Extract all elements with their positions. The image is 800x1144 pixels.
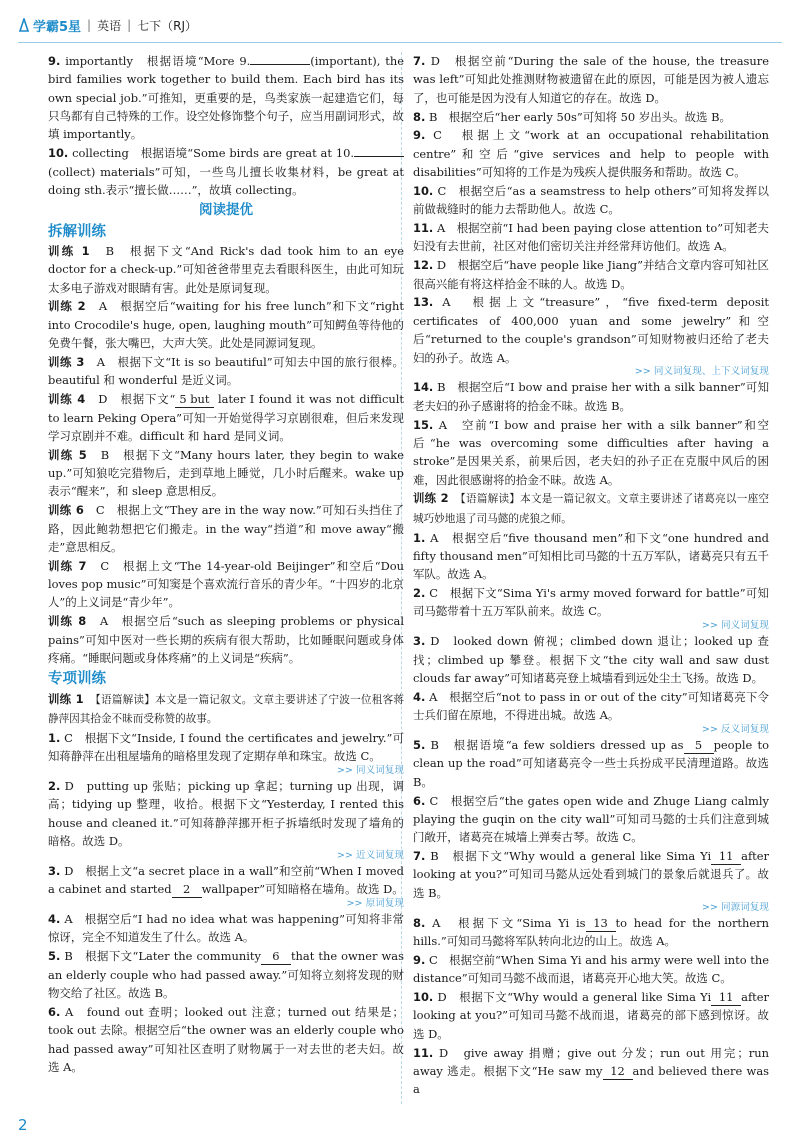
zx2-q2: 2. C 根据下文“Sima Yi's army moved forward for battle”可知司马懿带着十五万军队前来。故选 C。 [413,586,769,619]
header-separator: | [87,18,92,32]
zx1-q2: 2. D putting up 张贴；picking up 拿起；turning up 出现，调高；tidying up 整理，收拾。根据下文“Yesterday, I rented this house and cleaned it.”可知蒋静萍挪开柜子拆墙纸时发现了墙角的暗格。故选 D。 [48,779,405,849]
zx1-q3: 3. D 根据上文“a secret place in a wall”和空前“When I moved a cabinet and started 2 wallpaper”可知暗格在墙角。故选 D。 [48,863,405,897]
brand-logo [18,16,81,35]
zx1-q13: 13. A 根据上文“treasure”，“five fixed-term deposit certificates of 400,000 yuan and some jewelry”和空后“returned to the couple's grandson”可知财物被归还给了老夫妇的孙子。故选 A。 [413,295,769,365]
section-title-zhuanxiang: 专项训练 [48,671,106,688]
zx2-q4: 4. A 根据空后“not to pass in or out of the city”可知诸葛亮下令士兵们留在原地，不得进出城。故选 A。 [413,689,769,723]
brand-star-icon [18,18,30,32]
header-separator: | [127,18,132,32]
tag-r4: >> 反义词复现 [701,724,769,736]
zx2-q7: 7. B 根据下文“Why would a general like Sima Yi 11 after looking at you?”可知司马懿从远处看到城门的景象后就退兵了。故选 B。 [413,849,770,900]
section-title-reading: 阅读提优 [199,202,253,219]
tag-q2: >> 近义词复现 [336,849,404,861]
zx2-q10: 10. D 根据下文“Why would a general like Sima Yi 11 after looking at you?”可知司马懿不战而退，诸葛亮的部下感到惊讶。故选 D。 [413,990,770,1041]
brand-name: 学霸5星 [33,19,82,35]
training-7: 训练 7 C 根据上文“The 14-year-old Beijinger”和空后“Dou loves pop music”可知窦是个喜欢流行音乐的青少年。“十四岁的北京人”的上义词是“青少年”。 [48,558,405,610]
zx2-intro: 训练 2 【语篇解读】本文是一篇记叙文。文章主要讲述了诸葛亮以一座空城巧妙地退了司马懿的虎狼之师。 [413,491,769,525]
answer-9: 9. importantly 根据语境“More 9. (important), the bird families work together to build them. Each bird has its own special job.”可推知，更重要的是，鸟类家族一起建造它们，每只鸟都有自己特殊的工作。设空处修饰整个句子，应当用副词形式，故填 importantly。 [48,54,405,142]
zx1-q1: 1. C 根据下文“Inside, I found the certificates and jewelry.”可知蒋静萍在出租屋墙角的暗格里发现了定期存单和珠宝。故选 C。 [48,730,405,764]
zx1-q12: 12. D 根据空后“have people like Jiang”并结合文章内容可知社区很高兴能有将这样拾金不昧的人。故选 D。 [413,258,769,291]
zx1-q14: 14. B 根据空后“I bow and praise her with a silk banner”可知老夫妇的孙子感谢将的拾金不昧。故选 B。 [413,380,770,413]
training-1: 训练 1 B 根据下文“And Rick's dad took him to an eye doctor for a check-up.”可知爸爸带里克去看眼科医生，由此可知玩太多电子游戏对眼睛有害。此处是原词复现。 [48,243,404,295]
header-rule [18,42,782,43]
section-title-chaijie: 拆解训练 [48,223,106,240]
tag-q13: >> 同义词复现、上下义词复现 [634,366,769,378]
training-3: 训练 3 A 根据下文“It is so beautiful”可知去中国的旅行很棒。beautiful 和 wonderful 是近义词。 [48,355,404,388]
zx1-q11: 11. A 根据空前“I had been paying close attention to”可知老夫妇没有去世前，社区对他们密切关注并经常拜访他们。故选 A。 [413,221,769,254]
zx1-q6: 6. A found out 查明；looked out 注意；turned out 结果是；took out 去除。根据空后“the owner was an elderly couple who had passed away”可知社区查明了财物属于一对去世的老夫妇。故选 A。 [48,1004,404,1074]
training-5: 训练 5 B 根据下文“Many hours later, they begin to wake up.”可知狼吃完猎物后，走到草地上睡觉，几小时后醒来。wake up 表示“醒来”，和 sleep 意思相反。 [48,447,404,499]
header-subject: 英语 [97,18,122,33]
training-8: 训练 8 A 根据空后“such as sleeping problems or physical pains”可知中医对一些长期的疾病有很大帮助，比如睡眠问题或身体疼痛。“睡眠问题或身体疼痛”的上义词是“疾病”。 [48,614,405,665]
answer-10: 10. collecting 根据语境“Some birds are great at 10.(collect) materials”可知，一些鸟儿擅长收集材料，be great at doing sth.表示“擅长做……”，故填 collecting。 [48,146,404,197]
zx2-q1: 1. A 根据空后“five thousand men”和下文“one hundred and fifty thousand men”可知相比司马懿的十五万军队，诸葛亮只有五千军队。故选 A。 [413,530,770,582]
training-2: 训练 2 A 根据空后“waiting for his free lunch”和下文“right into Crocodile's huge, open, laughing mouth”可知鳄鱼等待他的免费午餐，张大嘴巴，大声大笑。此处是同源词复现。 [48,299,405,351]
training-6: 训练 6 C 根据上文“They are in the way now.”可知石头挡住了路，因此鲍勃想把它们搬走。in the way“挡道”和 move away“搬走”意思相反。 [48,503,404,554]
page-header [18,12,782,38]
right-column [413,52,769,1099]
zx1-q5: 5. B 根据下文“Later the community 6 that the owner was an elderly couple who had passed away.”可知将立刻将发现的财物交给了社区。故选 B。 [48,949,404,1000]
zx1-q4: 4. A 根据空后“I had no idea what was happening”可知将非常惊讶，完全不知道发生了什么。故选 A。 [48,912,404,945]
left-column [48,52,404,1077]
zx2-q5: 5. B 根据语境“a few soldiers dressed up as 5 people to clean up the road”可知诸葛亮令一些士兵扮成平民清理道路。故选 B。 [413,738,769,789]
zx1-q8: 8. B 根据空后“her early 50s”可知将 50 岁出头。故选 B。 [413,109,731,124]
zx2-q8: 8. A 根据下文“Sima Yi is 13 to head for the northern hills.”可知司马懿将军队转向北边的山上。故选 A。 [413,915,769,948]
zx2-q11: 11. D give away 捐赠；give out 分发；run out 用完；run away 逃走。根据下文“He saw my 12 and believed there was a [413,1045,770,1097]
zx1-intro: 训练 1 【语篇解读】本文是一篇记叙文。文章主要讲述了宁波一位租客蒋静萍因其拾金不昧而受称赞的故事。 [48,691,404,726]
zx1-q9: 9. C 根据上文“work at an occupational rehabilitation centre”和空后“give services and help to people with disabilities”可知将的工作是为残疾人提供服务和帮助。故选 C。 [413,128,769,180]
zx2-q9: 9. C 根据空前“When Sima Yi and his army were well into the distance”可知司马懿不战而退，诸葛亮开心地大笑。故选 C。 [413,952,769,986]
tag-q1: >> 同义词复现 [336,765,404,777]
zx1-q7: 7. D 根据空前“During the sale of the house, the treasure was left”可知此处推测财物被遗留在此的原因，可能是因为被人遗忘了，也可能是因为没有人知道它的存在。故选 D。 [413,54,770,105]
page-number: 2 [18,1116,28,1134]
header-grade: 七下（RJ） [137,18,198,33]
training-4: 训练 4 D 根据下文“ 5 but later I found it was not difficult to learn Peking Opera”可知一开始觉得学习京剧很难，但后来发现学习京剧并不难。difficult 和 hard 是同义词。 [48,392,404,443]
tag-r2: >> 同义词复现 [701,620,769,632]
tag-q3: >> 原词复现 [346,898,404,910]
zx1-q15: 15. A 空前“I bow and praise her with a silk banner”和空后“he was overcoming some difficulties after having a stroke”是因果关系，前果后因，老夫妇的孙子正在克服中风后的困难，因此很感谢将的拾金不昧。故选 A。 [413,417,769,487]
zx1-q10: 10. C 根据空后“as a seamstress to help others”可知将发挥以前做裁缝时的能力去帮助他人。故选 C。 [413,183,769,217]
tag-r7: >> 同源词复现 [701,901,769,913]
zx2-q6: 6. C 根据空后“the gates open wide and Zhuge Liang calmly playing the guqin on the city wall”可知司马懿的士兵们注意到城门敞开，诸葛亮在城墙上弹奏古琴。故选 C。 [413,793,769,845]
zx2-q3: 3. D looked down 俯视；climbed down 退让；looked up 查找；climbed up 攀登。根据下文“the city wall and saw dust clouds far away”可知诸葛亮登上城墙看到远处尘土飞扬。故选 D。 [413,634,769,685]
